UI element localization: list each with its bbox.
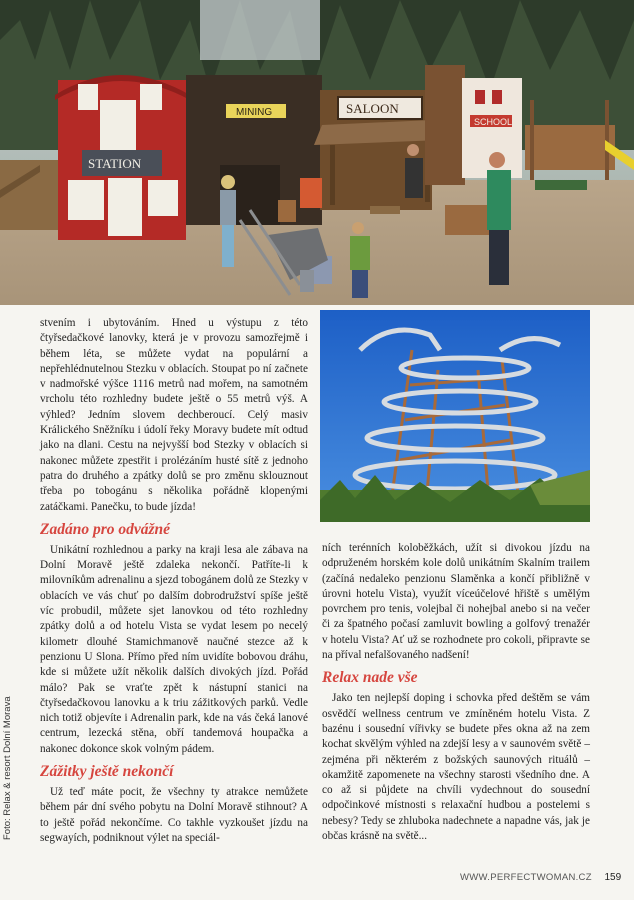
heading-relax-nade-vse: Relax nade vše [322,669,418,687]
sky-walk-tower-illustration [320,310,590,522]
sign-school: SCHOOL [474,117,513,127]
paragraph-zazitky: Už teď máte pocit, že všechny ty atrakce nemůžete během pár dní svého pobytu na Dolní Moravě stihnout? A to ještě pořád nekončíme. Co takhle vyzkoušet jízdu na segwayích, podniknout výlet na speciál- [40,786,308,844]
photo-sky-walk-tower [320,310,590,522]
western-town-illustration [0,0,634,305]
heading-zadano-pro-odvazne: Zadáno pro odvážné [40,520,171,538]
page-footer [460,872,621,883]
paragraph-intro: stvením i ubytováním. Hned u výstupu z této čtyřsedačkové lanovky, která je v provozu samozřejmě i během léta, se můžete vydat na populární a nepřehlédnutelnou Stezku v oblacích. Stoupat po ní začnete v nadmořské výšce 1116 metrů nad mořem, na samotném vrcholu této rozhledny budete ještě o 55 metrů výš. A výhled? Jedním slovem dechberoucí. Celý masiv Králického Sněžníku i údolí řeky Moravy budete mít odtud jako na dlani. Cestu na nejvyšší bod Stezky v oblacích si nakonec můžete zpestřit i prolézáním husté sítě z jednoho patra do druhého a zpátky dolů se pro změnu sklouznout třeba po tobogánu s několika pořádně klopenými zatáčkami. Panečku, to bude jízda! [40,317,308,513]
top-photo-western-town [0,0,634,305]
paragraph-zadano: Unikátní rozhlednou a parky na kraji lesa ale zábava na Dolní Moravě ještě zdaleka nekončí. Patříte-li k milovníkům adrenalinu a sjezd tobogánem dolů ze Stezky v oblacích ve vás chuť po dalším dobrodružství spíše ještě víc probudil, můžete sjet lanovkou od této rozhledny zpátky dolů a od hotelu Vista se vydat lesem po necelý kilometr dlouhé Stamichmanově naučné stezce až k penzionu U Slona. Přímo před ním uvidíte bobovou dráhu, kde si můžete užít několik dalších divokých jízd. Pořád málo? Pak se vraťte zpět k nástupní stanici na čtyřsedačkovou lanovku a k triu zážitkových parků. Vedle nich totiž objevíte i Adrenalin park, kde na vás čeká lanové centrum, lezecká stěna, obří tandemová houpačka a nakonec dokonce skok volným pádem. [40,543,308,755]
paragraph-relax: Jako ten nejlepší doping i schovka před deštěm se vám osvědčí wellness centrum ve zmíněném hotelu Vista. Z bazénu i sousední vířivky se budete přes okna až na zem kochat skvělým výhled na zdejší lesy a v saunovém světě – zejména při některém z božských saunových rituálů – okamžitě zapomenete na všechny starosti všedního dne. A co až si půjdete na chvíli vydechnout do sousední odpočinkové místnosti s relaxační hudbou a postelemi s nebesy? Tedy se zhluboka nadechnete a napadne vás, jak je občas krásně na světě... [322,692,590,843]
article-column-right [322,541,590,844]
page-number: 159 [604,872,622,883]
article-column-left [40,316,308,846]
heading-zazitky-jeste-nekonci: Zážitky ještě nekončí [40,763,174,781]
sign-saloon: SALOON [346,101,399,116]
paragraph-continuation: ních terénních koloběžkách, užít si divokou jízdu na odpruženém horském kole dolů unikátním Skalním trailem (začíná nedaleko penzionu Slaměnka a končí přibližně v úrovni hotelu Vista), využít víceúčelové hřiště s umělým povrchem pro tenis, volejbal či nohejbal anebo si na večer či za špatného počasí zamluvit bowling a golfový trenažér v hotelu Vista? Ať už se rozhodnete pro cokoli, připravte se na příval nefalšovaného nadšení! [322,542,590,662]
footer-site-url: WWW.PERFECTWOMAN.CZ [460,872,592,883]
sign-mining: MINING [236,107,273,118]
sign-station: STATION [88,156,142,171]
photo-credit: Foto: Relax & resort Dolní Morava [2,696,13,840]
